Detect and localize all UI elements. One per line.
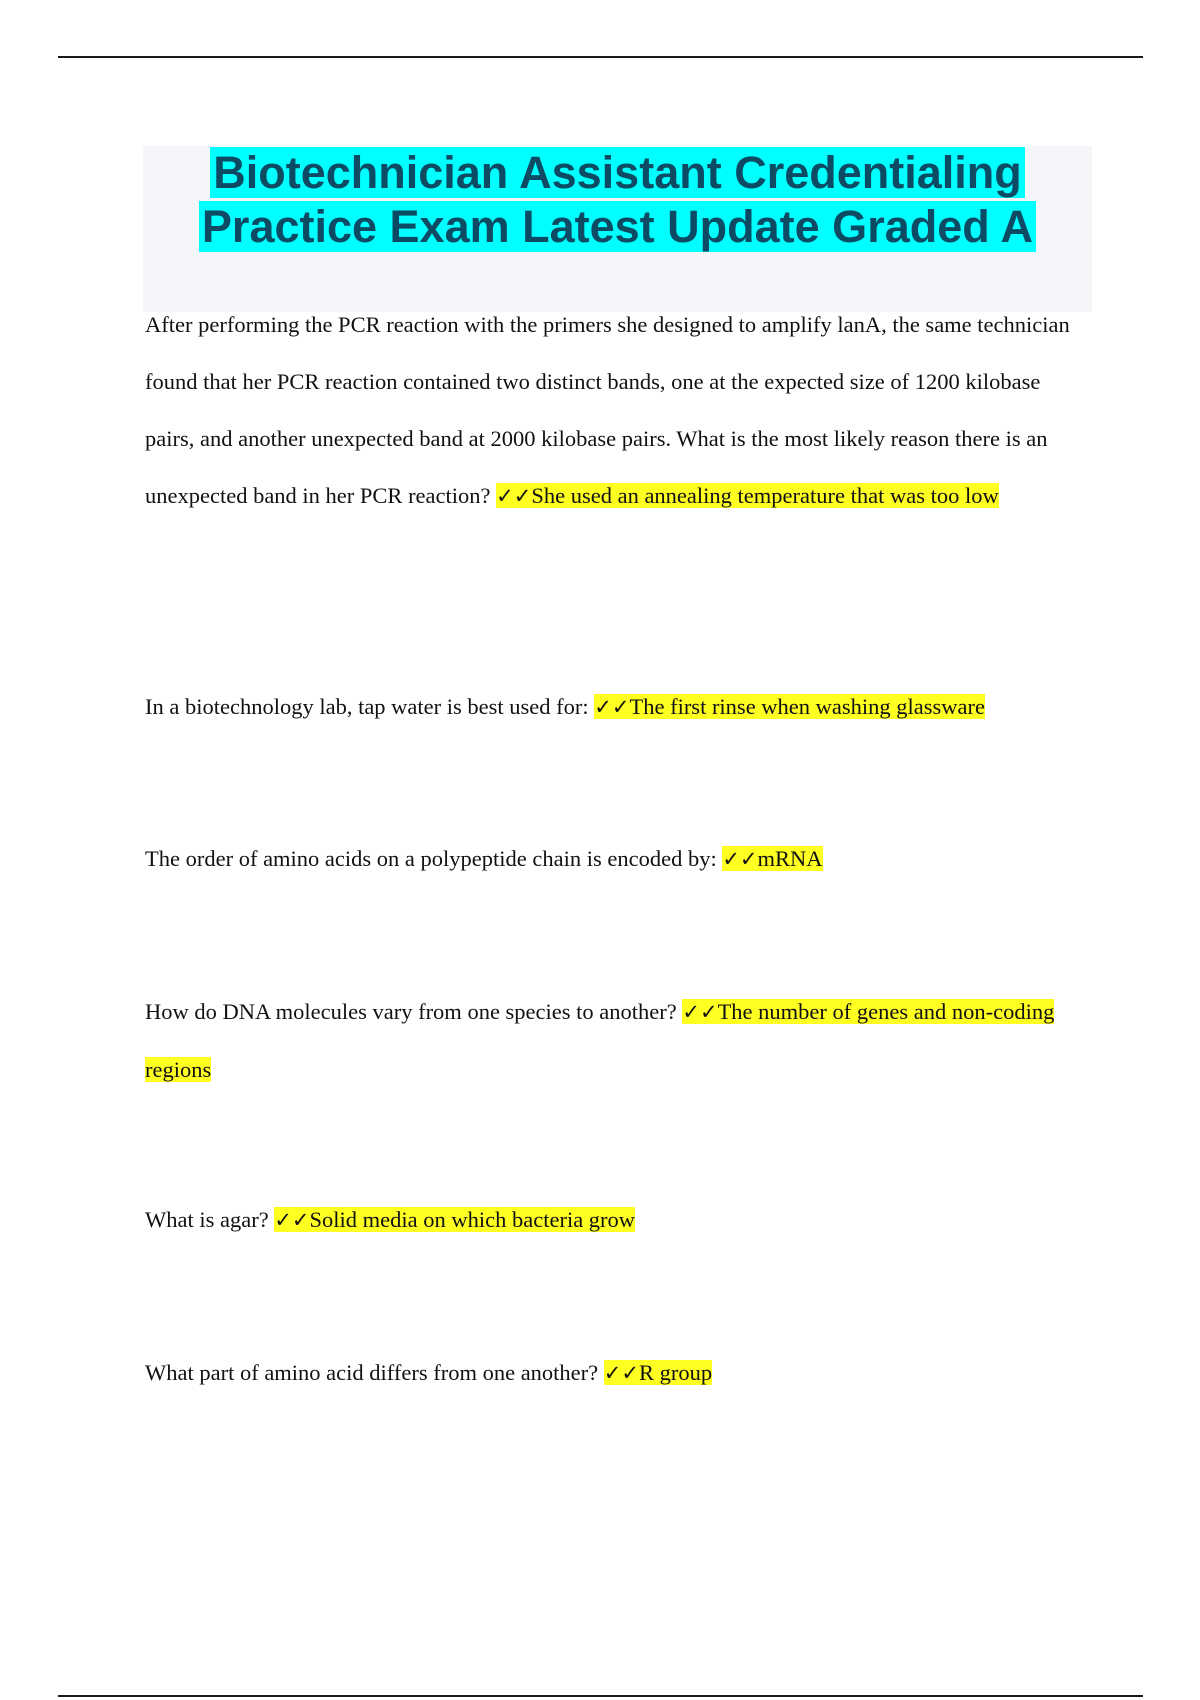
check-mark-icon: ✓✓ — [274, 1208, 310, 1232]
answer-text: mRNA — [757, 846, 823, 871]
answer-text: The number of genes and non-coding regions — [145, 999, 1055, 1082]
title-line-1: Biotechnician Assistant Credentialing — [210, 147, 1024, 198]
qa-item — [145, 830, 1085, 888]
qa-item — [145, 1191, 1085, 1249]
question-text: What part of amino acid differs from one another? — [145, 1360, 599, 1385]
answer-highlight — [274, 1207, 635, 1232]
footer-rule — [58, 1695, 1143, 1697]
title-line-2: Practice Exam Latest Update Graded A — [199, 201, 1036, 252]
answer-text: Solid media on which bacteria grow — [309, 1207, 636, 1232]
qa-item — [145, 678, 1085, 736]
question-text: After performing the PCR reaction with the primers she designed to amplify lanA, the same technician found that her PCR reaction contained two distinct bands, one at the expected size of 1200 kilobase pairs, and another unexpected band at 2000 kilobase pairs. What is the most likely reason there is an unexpected band in her PCR reaction? — [145, 312, 1070, 508]
qa-item — [145, 983, 1085, 1098]
document-title — [143, 146, 1092, 254]
answer-highlight — [604, 1360, 712, 1385]
question-text: The order of amino acids on a polypeptide chain is encoded by: — [145, 846, 717, 871]
question-text: How do DNA molecules vary from one species to another? — [145, 999, 677, 1024]
qa-item — [145, 296, 1085, 525]
check-mark-icon: ✓✓ — [722, 847, 758, 871]
question-text: What is agar? — [145, 1207, 269, 1232]
check-mark-icon: ✓✓ — [603, 1361, 639, 1385]
answer-highlight — [722, 846, 822, 871]
answer-highlight — [594, 694, 985, 719]
answer-text: R group — [638, 1360, 713, 1385]
question-text: In a biotechnology lab, tap water is best used for: — [145, 694, 589, 719]
qa-item — [145, 1344, 1085, 1402]
answer-highlight — [496, 483, 999, 508]
check-mark-icon: ✓✓ — [594, 695, 630, 719]
answer-text: The first rinse when washing glassware — [629, 694, 985, 719]
header-rule — [58, 56, 1143, 58]
check-mark-icon: ✓✓ — [496, 484, 532, 508]
check-mark-icon: ✓✓ — [682, 1000, 718, 1024]
answer-text: She used an annealing temperature that was too low — [531, 483, 999, 508]
